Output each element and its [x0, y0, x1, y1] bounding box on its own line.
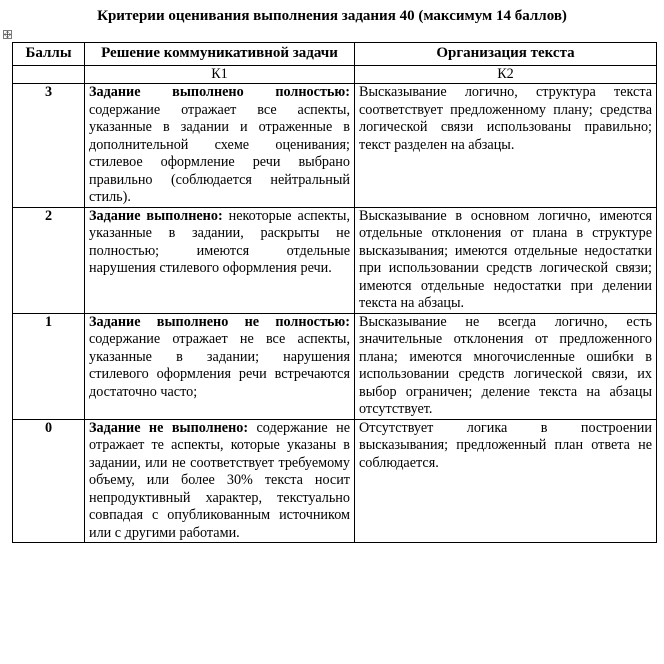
code-k2: К2 — [355, 65, 657, 84]
header-row — [13, 43, 657, 66]
score-cell: 0 — [13, 419, 85, 543]
k1-lead: Задание выполнено полностью: — [89, 84, 350, 100]
criteria-code-row — [13, 65, 657, 84]
criteria-table — [12, 42, 657, 543]
k1-text: некоторые аспекты, указанные в задании, раскрыты не полностью; имеются отдельные нарушения стилевого оформления речи. — [89, 207, 350, 276]
score-cell: 3 — [13, 84, 85, 208]
k2-cell: Высказывание не всегда логично, есть значительные отклонения от предложенного плана; имеются многочисленные ошибки в использовании средств логической связи, их выбор ограничен; деление текста на абзацы отсутствует. — [355, 313, 657, 419]
k2-cell: Высказывание логично, структура текста соответствует предложенному плану; средства логической связи использованы правильно; текст разделен на абзацы. — [355, 84, 657, 208]
table-row — [13, 313, 657, 419]
header-k1: Решение коммуникативной задачи — [85, 43, 355, 66]
table-move-handle-icon[interactable] — [3, 30, 12, 39]
k1-cell — [85, 207, 355, 313]
k1-text: содержание отражает не все аспекты, указанные в задании; нарушения стилевого оформления речи встречаются достаточно часто; — [89, 331, 350, 400]
k1-lead: Задание выполнено: — [89, 207, 223, 224]
k1-text: содержание не отражает те аспекты, которые указаны в задании, или не соответствует требуемому объему, или более 30% текста носит непродуктивный характер, текстуально совпадая с опубликованным источником или с другими работами. — [89, 419, 350, 541]
k1-lead: Задание не выполнено: — [89, 419, 249, 436]
score-cell: 2 — [13, 207, 85, 313]
k2-cell: Высказывание в основном логично, имеются отдельные отклонения от плана в структуре высказывания; имеются отдельные недостатки при использовании средств логической связи; имеются отдельные недостатки при делении текста на абзацы. — [355, 207, 657, 313]
table-row — [13, 419, 657, 543]
header-score: Баллы — [13, 43, 85, 66]
k1-cell — [85, 84, 355, 208]
code-empty-cell — [13, 65, 85, 84]
k1-text: содержание отражает все аспекты, указанные в задании и отраженные в дополнительной схеме оценивания; стилевое оформление речи выбрано правильно (соблюдается нейтральный стиль). — [89, 101, 350, 205]
k1-cell — [85, 313, 355, 419]
score-cell: 1 — [13, 313, 85, 419]
header-k2: Организация текста — [355, 43, 657, 66]
k2-cell: Отсутствует логика в построении высказывания; предложенный план ответа не соблюдается. — [355, 419, 657, 543]
table-row — [13, 84, 657, 208]
code-k1: К1 — [85, 65, 355, 84]
table-row — [13, 207, 657, 313]
k1-cell — [85, 419, 355, 543]
k1-lead: Задание выполнено не полностью: — [89, 313, 350, 330]
document-title: Критерии оценивания выполнения задания 40 (максимум 14 баллов) — [97, 8, 567, 24]
